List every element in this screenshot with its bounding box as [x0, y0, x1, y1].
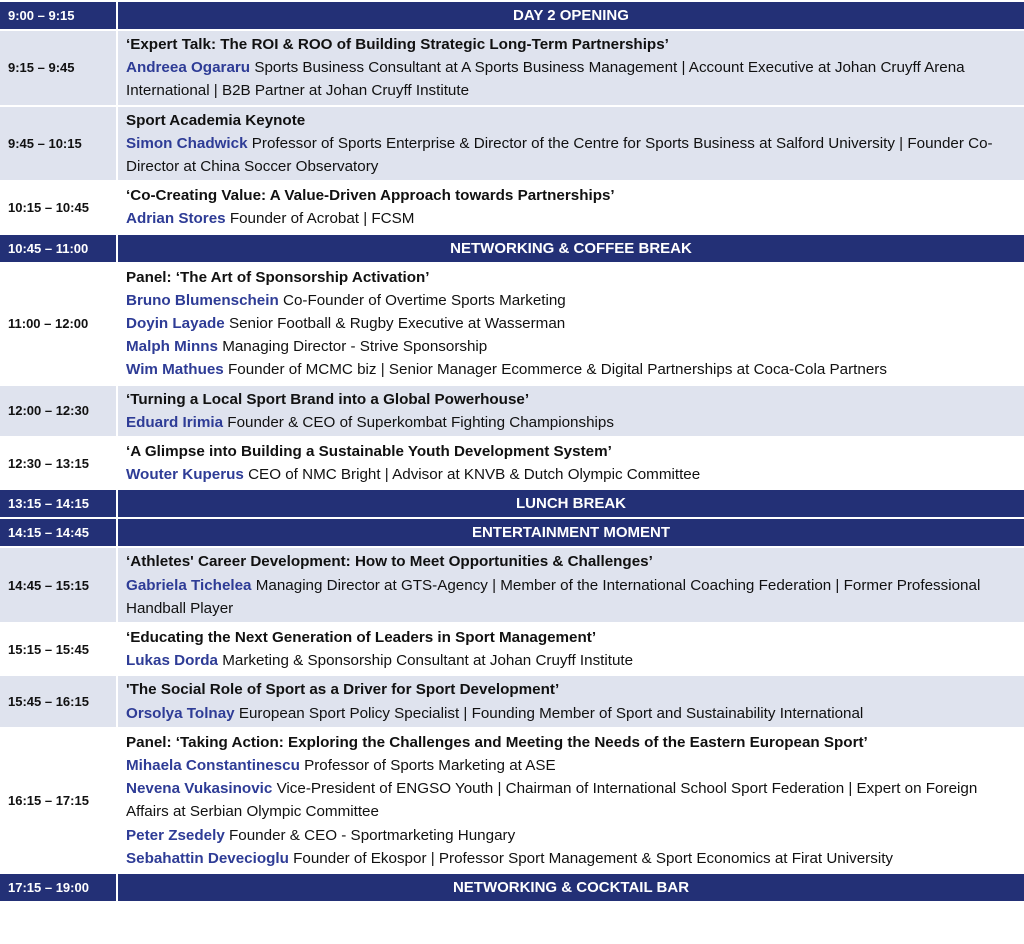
speaker-line	[126, 312, 1016, 335]
session-details	[116, 107, 1024, 181]
session-details	[116, 548, 1024, 622]
break-label: NETWORKING & COFFEE BREAK	[116, 235, 1024, 262]
speaker-name: Malph Minns	[126, 338, 218, 356]
speaker-name: Simon Chadwick	[126, 134, 248, 152]
speaker-line	[126, 824, 1016, 847]
speaker-line	[126, 56, 1016, 102]
session-details	[116, 264, 1024, 384]
agenda-row-break	[0, 490, 1024, 519]
time-slot: 13:15 – 14:15	[8, 496, 89, 512]
session-title: Panel: ‘Taking Action: Exploring the Challenges and Meeting the Needs of the Eastern European Sport’	[126, 733, 868, 751]
session-title: ‘Turning a Local Sport Brand into a Global Powerhouse’	[126, 390, 530, 408]
break-label: DAY 2 OPENING	[116, 2, 1024, 29]
session-title: ‘Expert Talk: The ROI & ROO of Building Strategic Long-Term Partnerships’	[126, 36, 669, 53]
speaker-role: Managing Director - Strive Sponsorship	[222, 338, 488, 356]
session-title: Sport Academia Keynote	[126, 111, 306, 129]
speaker-name: Eduard Irimia	[126, 413, 224, 431]
speaker-role: Sports Business Consultant at A Sports Business Management | Account Executive at Johan Cruyff Arena International | B2B Partner at Johan Cruyff Institute	[126, 59, 965, 100]
time-slot: 14:15 – 14:45	[8, 525, 89, 541]
speaker-line	[126, 289, 1016, 312]
speaker-line	[126, 132, 1016, 178]
agenda-row-session	[0, 548, 1024, 624]
speaker-name: Wouter Kuperus	[126, 466, 244, 484]
speaker-role: Founder & CEO of Superkombat Fighting Championships	[227, 413, 614, 431]
speaker-line	[126, 335, 1016, 358]
time-slot: 15:45 – 16:15	[8, 694, 89, 710]
speaker-role: Vice-President of ENGSO Youth | Chairman of International School Sport Federation | Expert on Foreign Affairs at Serbian Olympic Committee	[126, 780, 978, 821]
time-slot: 15:15 – 15:45	[8, 641, 89, 657]
agenda-row-break	[0, 235, 1024, 264]
time-slot: 9:15 – 9:45	[8, 60, 75, 76]
speaker-name: Orsolya Tolnay	[126, 704, 235, 722]
time-slot: 12:30 – 13:15	[8, 455, 89, 471]
speaker-role: Founder of MCMC biz | Senior Manager Ecommerce & Digital Partnerships at Coca-Cola Partners	[227, 361, 887, 379]
agenda-row-session	[0, 264, 1024, 386]
time-slot: 16:15 – 17:15	[8, 792, 89, 808]
time-slot: 12:00 – 12:30	[8, 403, 89, 419]
session-details	[116, 624, 1024, 674]
speaker-name: Andreea Ogararu	[126, 59, 251, 77]
speaker-line	[126, 411, 1016, 434]
speaker-role: European Sport Policy Specialist | Founding Member of Sport and Sustainability International	[238, 704, 864, 722]
session-details	[116, 676, 1024, 726]
time-slot: 9:00 – 9:15	[8, 8, 75, 23]
time-slot: 14:45 – 15:15	[8, 577, 89, 593]
speaker-role: Founder of Acrobat | FCSM	[229, 210, 415, 228]
time-slot: 10:45 – 11:00	[8, 240, 89, 256]
session-details	[116, 729, 1024, 872]
session-details	[116, 182, 1024, 232]
session-title: ‘Co-Creating Value: A Value-Driven Approach towards Partnerships’	[126, 187, 615, 205]
speaker-name: Sebahattin Devecioglu	[126, 849, 289, 867]
speaker-role: Founder of Ekospor | Professor Sport Management & Sport Economics at Firat University	[293, 849, 894, 867]
speaker-name: Peter Zsedely	[126, 826, 225, 844]
break-label: NETWORKING & COCKTAIL BAR	[116, 874, 1024, 901]
session-details	[116, 438, 1024, 488]
speaker-line	[126, 463, 1016, 486]
session-title: Panel: ‘The Art of Sponsorship Activation’	[126, 268, 430, 286]
time-slot: 17:15 – 19:00	[8, 880, 89, 896]
speaker-role: CEO of NMC Bright | Advisor at KNVB & Dutch Olympic Committee	[248, 466, 701, 484]
speaker-line	[126, 207, 1016, 230]
session-title: ‘Educating the Next Generation of Leaders in Sport Management’	[126, 629, 597, 647]
agenda-row-session	[0, 182, 1024, 234]
speaker-line	[126, 702, 1016, 725]
speaker-name: Nevena Vukasinovic	[126, 780, 273, 798]
agenda-row-session	[0, 438, 1024, 490]
agenda-row-break	[0, 519, 1024, 548]
agenda-row-session	[0, 729, 1024, 874]
speaker-line	[126, 777, 1016, 823]
session-title: ‘A Glimpse into Building a Sustainable Youth Development System’	[126, 443, 612, 461]
speaker-role: Co-Founder of Overtime Sports Marketing	[282, 291, 566, 309]
speaker-line	[126, 649, 1016, 672]
time-slot: 9:45 – 10:15	[8, 135, 82, 151]
agenda-row-session	[0, 107, 1024, 183]
speaker-name: Doyin Layade	[126, 315, 225, 333]
time-slot: 11:00 – 12:00	[8, 316, 89, 332]
session-details	[116, 31, 1024, 105]
speaker-role: Managing Director at GTS-Agency | Member of the International Coaching Federation | Former Professional Handball Player	[126, 576, 981, 617]
speaker-role: Senior Football & Rugby Executive at Wasserman	[228, 315, 566, 333]
speaker-line	[126, 574, 1016, 620]
agenda-row-break	[0, 2, 1024, 31]
speaker-name: Bruno Blumenschein	[126, 291, 279, 309]
speaker-name: Adrian Stores	[126, 210, 226, 228]
speaker-name: Wim Mathues	[126, 361, 224, 379]
break-label: LUNCH BREAK	[116, 490, 1024, 517]
speaker-role: Marketing & Sponsorship Consultant at Johan Cruyff Institute	[222, 652, 634, 670]
agenda-row-session	[0, 624, 1024, 676]
speaker-role: Founder & CEO - Sportmarketing Hungary	[229, 826, 516, 844]
session-details	[116, 386, 1024, 436]
time-slot: 10:15 – 10:45	[8, 199, 89, 215]
speaker-role: Professor of Sports Marketing at ASE	[304, 757, 556, 775]
speaker-role: Professor of Sports Enterprise & Director of the Centre for Sports Business at Salford University | Founder Co-Director at China Soccer Observatory	[126, 134, 993, 176]
agenda-row-session	[0, 386, 1024, 438]
break-label: ENTERTAINMENT MOMENT	[116, 519, 1024, 546]
agenda-row-break	[0, 874, 1024, 903]
agenda-row-session	[0, 676, 1024, 728]
speaker-line	[126, 847, 1016, 870]
speaker-name: Lukas Dorda	[126, 652, 218, 670]
speaker-line	[126, 754, 1016, 777]
session-title: 'The Social Role of Sport as a Driver for Sport Development’	[126, 681, 560, 699]
session-title: ‘Athletes' Career Development: How to Meet Opportunities & Challenges’	[126, 553, 653, 571]
agenda-row-session	[0, 31, 1024, 107]
speaker-name: Mihaela Constantinescu	[126, 757, 300, 775]
speaker-line	[126, 358, 1016, 381]
speaker-name: Gabriela Tichelea	[126, 576, 252, 594]
